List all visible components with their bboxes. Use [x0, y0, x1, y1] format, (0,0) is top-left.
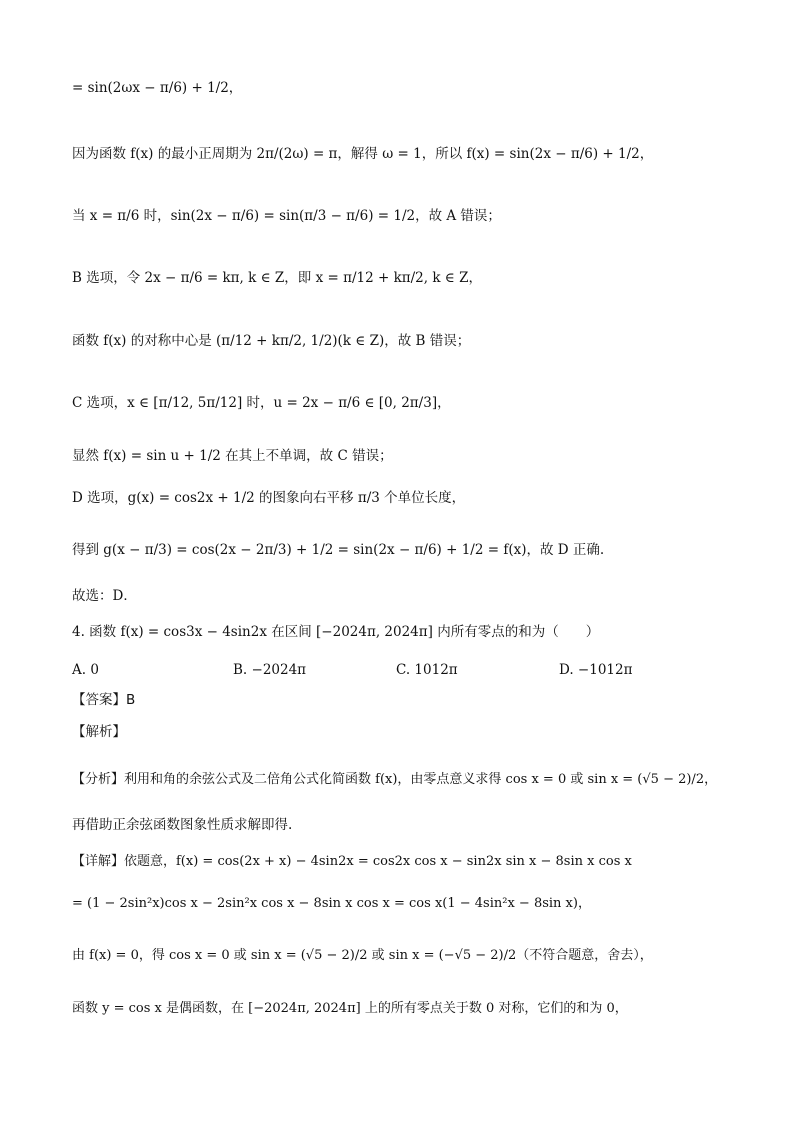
text-line-3: 当 x = π/6 时，sin(2x − π/6) = sin(π/3 − π/6) = 1/2，故 A 错误； [72, 208, 501, 224]
text-line-2: 因为函数 f(x) 的最小正周期为 2π/(2ω) = π，解得 ω = 1，所以 f(x) = sin(2x − π/6) + 1/2， [72, 146, 654, 162]
option-d: D. −1012π [559, 662, 633, 678]
option-b: B. −2024π [233, 662, 307, 678]
text-line-analysis: 【分析】利用和角的余弦公式及二倍角公式化简函数 f(x)，由零点意义求得 cos x = 0 或 sin x = (√5 − 2)/2， [72, 772, 718, 787]
text-line-detail-3: 由 f(x) = 0，得 cos x = 0 或 sin x = (√5 − 2)/2 或 sin x = (−√5 − 2)/2（不符合题意，舍去）， [72, 948, 653, 963]
analysis-label: 【解析】 [72, 724, 126, 740]
text-line-detail-1: 【详解】依题意，f(x) = cos(2x + x) − 4sin2x = cos2x cos x − sin2x sin x − 8sin x cos x [72, 854, 632, 869]
text-line-1: = sin(2ωx − π/6) + 1/2， [72, 80, 243, 96]
text-line-5: 函数 f(x) 的对称中心是 (π/12 + kπ/2, 1/2)(k ∈ Z)，故 B 错误； [72, 333, 471, 349]
text-line-10: 故选：D． [72, 588, 137, 604]
option-a: A. 0 [72, 662, 99, 678]
text-line-9: 得到 g(x − π/3) = cos(2x − 2π/3) + 1/2 = sin(2x − π/6) + 1/2 = f(x)，故 D 正确. [72, 542, 605, 558]
answer-label: 【答案】B [72, 692, 136, 708]
question-4: 4. 函数 f(x) = cos3x − 4sin2x 在区间 [−2024π, 2024π] 内所有零点的和为（ ） [72, 624, 600, 640]
text-line-detail-2: = (1 − 2sin²x)cos x − 2sin²x cos x − 8sin x cos x = cos x(1 − 4sin²x − 8sin x)， [72, 896, 591, 911]
text-line-4: B 选项，令 2x − π/6 = kπ, k ∈ Z，即 x = π/12 + kπ/2, k ∈ Z， [72, 270, 482, 286]
text-line-analysis-2: 再借助正余弦函数图象性质求解即得. [72, 817, 293, 833]
text-line-7: 显然 f(x) = sin u + 1/2 在其上不单调，故 C 错误； [72, 448, 393, 464]
text-line-8: D 选项，g(x) = cos2x + 1/2 的图象向右平移 π/3 个单位长度， [72, 490, 466, 506]
text-line-detail-4: 函数 y = cos x 是偶函数，在 [−2024π, 2024π] 上的所有零点关于数 0 对称，它们的和为 0， [72, 1001, 628, 1016]
option-c: C. 1012π [396, 662, 458, 678]
text-line-6: C 选项，x ∈ [π/12, 5π/12] 时，u = 2x − π/6 ∈ [0, 2π/3]， [72, 395, 451, 411]
